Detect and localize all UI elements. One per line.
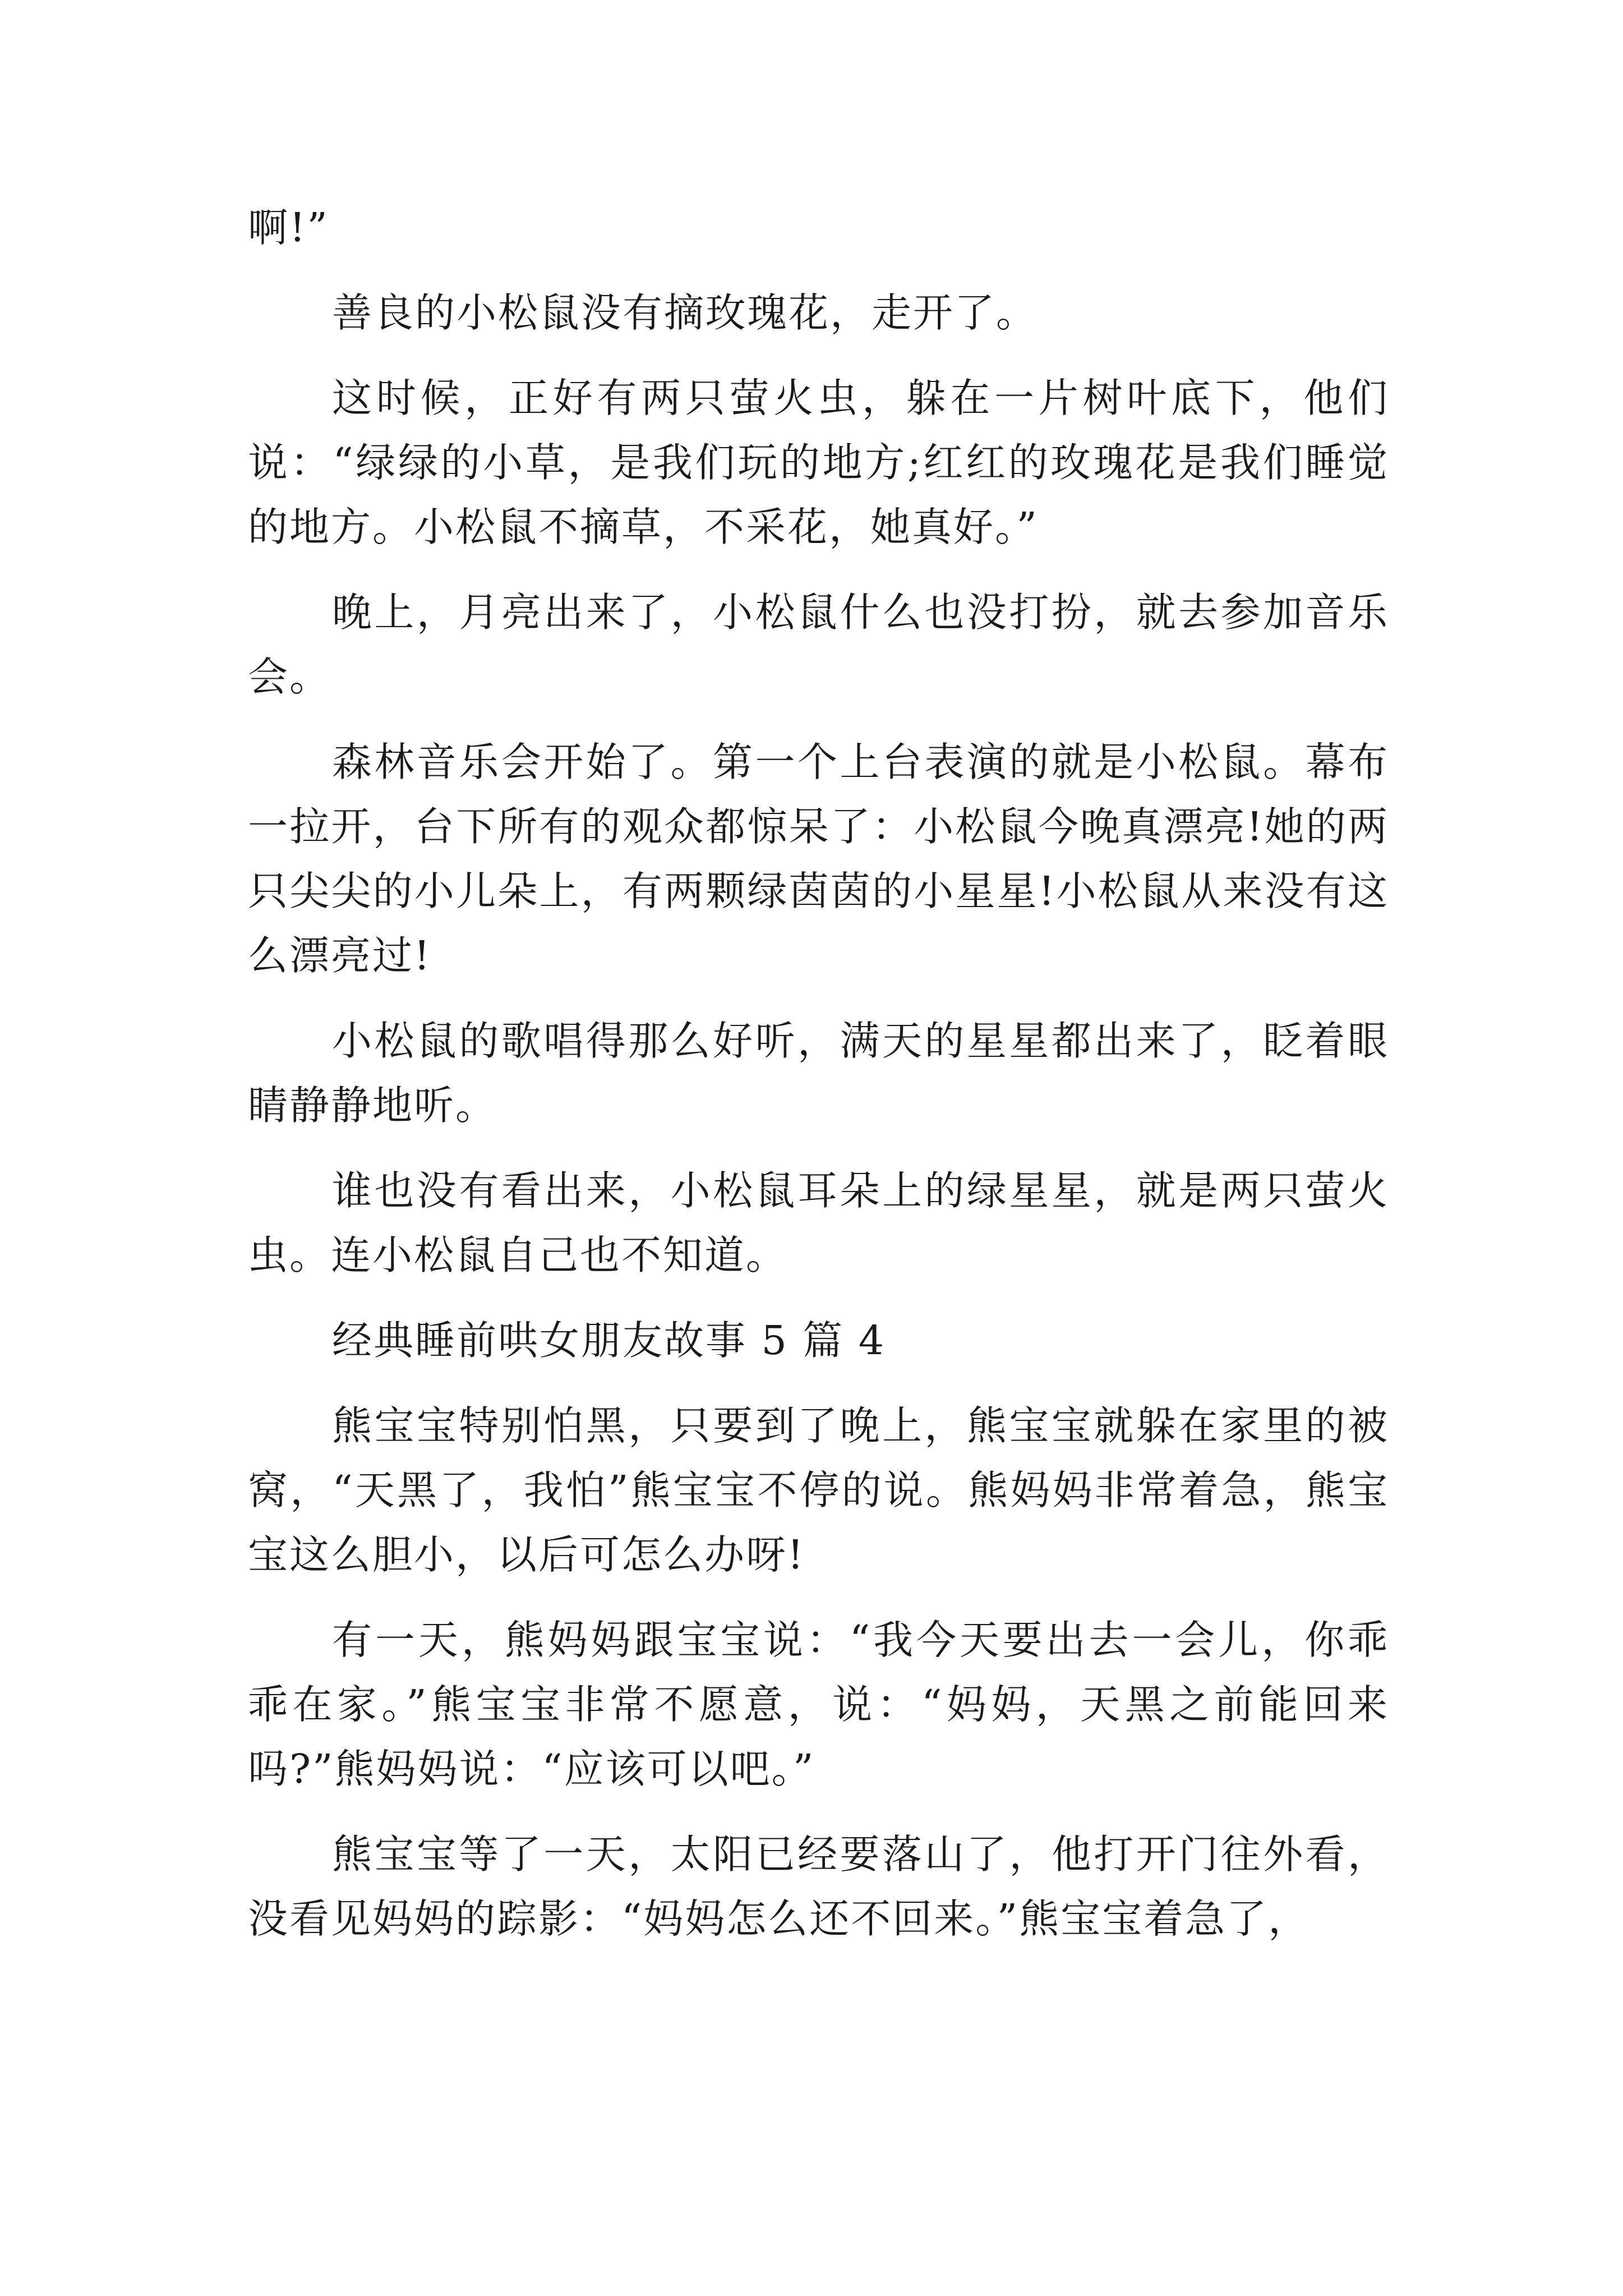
paragraph: 有一天，熊妈妈跟宝宝说：“我今天要出去一会儿，你乖乖在家。”熊宝宝非常不愿意，说：“妈妈，天黑之前能回来吗?”熊妈妈说：“应该可以吧。” (248, 1617, 1389, 1792)
document-body (248, 195, 1389, 1972)
paragraph: 熊宝宝特别怕黑，只要到了晚上，熊宝宝就躲在家里的被窝，“天黑了，我怕”熊宝宝不停的说。熊妈妈非常着急，熊宝宝这么胆小，以后可怎么办呀! (248, 1402, 1389, 1578)
paragraph: 这时候，正好有两只萤火虫，躲在一片树叶底下，他们说：“绿绿的小草，是我们玩的地方;红红的玫瑰花是我们睡觉的地方。小松鼠不摘草，不采花，她真好。” (248, 375, 1389, 550)
section-heading: 经典睡前哄女朋友故事 5 篇 4 (332, 1317, 886, 1364)
paragraph: 熊宝宝等了一天，太阳已经要落山了，他打开门往外看，没看见妈妈的踪影：“妈妈怎么还不回来。”熊宝宝着急了， (248, 1831, 1389, 1942)
paragraph: 晚上，月亮出来了，小松鼠什么也没打扮，就去参加音乐会。 (248, 589, 1389, 700)
paragraph: 善良的小松鼠没有摘玫瑰花，走开了。 (332, 289, 1038, 336)
paragraph: 小松鼠的歌唱得那么好听，满天的星星都出来了，眨着眼睛静静地听。 (248, 1018, 1389, 1129)
paragraph: 谁也没有看出来，小松鼠耳朵上的绿星星，就是两只萤火虫。连小松鼠自己也不知道。 (248, 1167, 1389, 1278)
paragraph: 啊!” (248, 204, 329, 251)
paragraph: 森林音乐会开始了。第一个上台表演的就是小松鼠。幕布一拉开，台下所有的观众都惊呆了：小松鼠今晚真漂亮!她的两只尖尖的小儿朵上，有两颗绿茵茵的小星星!小松鼠从来没有这么漂亮过! (248, 739, 1389, 979)
